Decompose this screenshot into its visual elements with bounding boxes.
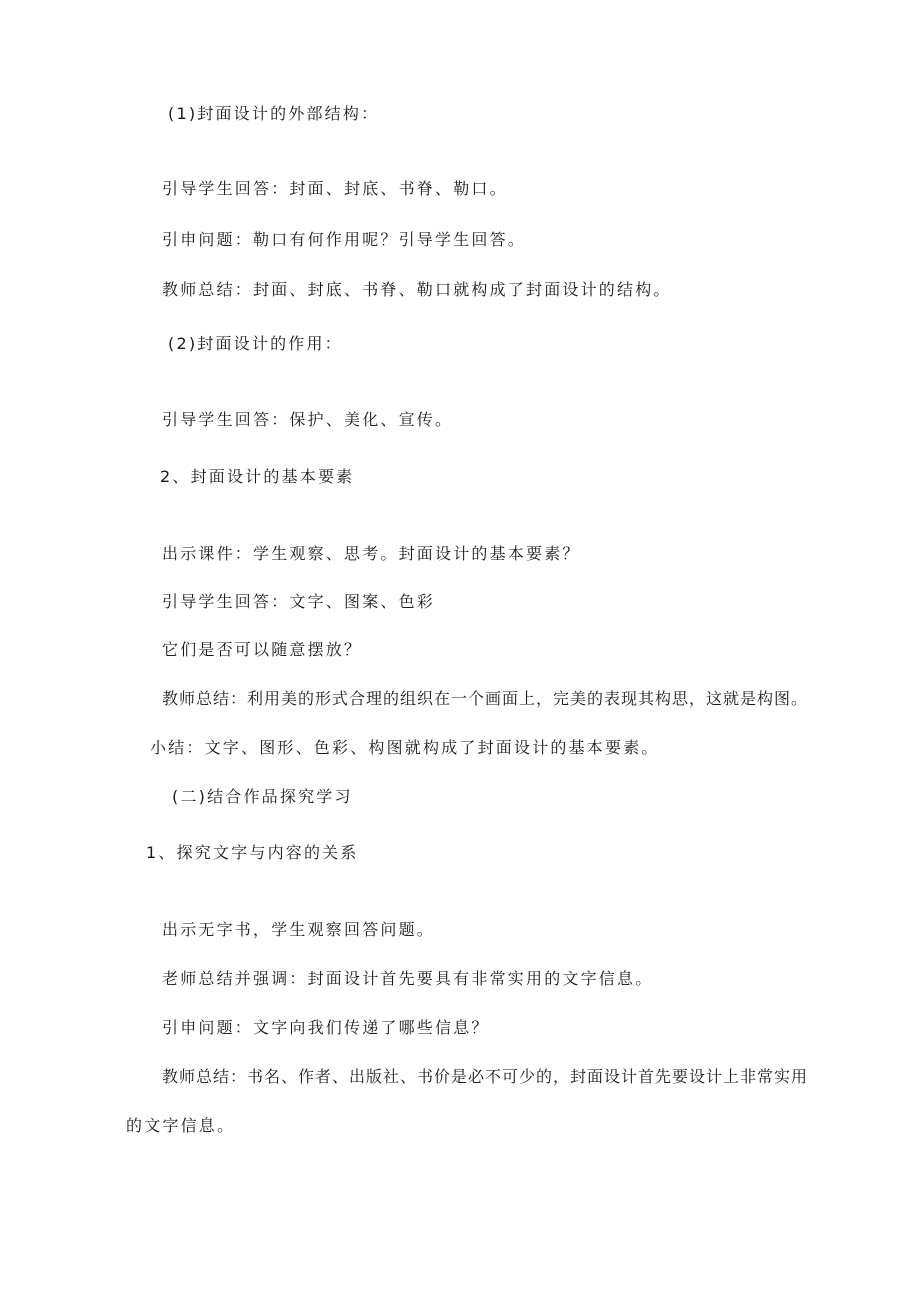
paragraph-teacher-summary-continued: 的文字信息。 — [126, 1116, 236, 1135]
paragraph-follow-up-question-flap: 引申问题：勒口有何作用呢？引导学生回答。 — [162, 230, 527, 249]
section-heading-cover-function: (2)封面设计的作用： — [168, 334, 343, 353]
paragraph-follow-up-question-info: 引申问题：文字向我们传递了哪些信息？ — [162, 1018, 490, 1037]
paragraph-teacher-emphasis-text-info: 老师总结并强调：封面设计首先要具有非常实用的文字信息。 — [162, 969, 654, 988]
section-heading-cover-structure: (1)封面设计的外部结构： — [168, 104, 380, 123]
paragraph-student-answer-function: 引导学生回答：保护、美化、宣传。 — [162, 410, 454, 429]
section-heading-basic-elements: 2、封面设计的基本要素 — [160, 467, 355, 486]
paragraph-student-answer-elements: 引导学生回答：文字、图案、色彩 — [162, 592, 436, 611]
section-heading-explore-works: (二)结合作品探究学习 — [172, 787, 353, 806]
paragraph-teacher-summary-composition: 教师总结：利用美的形式合理的组织在一个画面上，完美的表现其构思，这就是构图。 — [162, 689, 809, 708]
paragraph-student-answer-structure: 引导学生回答：封面、封底、书脊、勒口。 — [162, 179, 508, 198]
section-heading-text-content-relation: 1、探究文字与内容的关系 — [146, 843, 359, 862]
paragraph-summary-basic-elements: 小结：文字、图形、色彩、构图就构成了封面设计的基本要素。 — [150, 738, 660, 757]
paragraph-teacher-summary-structure: 教师总结：封面、封底、书脊、勒口就构成了封面设计的结构。 — [162, 280, 672, 299]
paragraph-question-placement: 它们是否可以随意摆放？ — [162, 640, 363, 659]
paragraph-show-courseware: 出示课件：学生观察、思考。封面设计的基本要素？ — [162, 544, 581, 563]
paragraph-show-textless-book: 出示无字书，学生观察回答问题。 — [162, 920, 436, 939]
paragraph-teacher-summary-essential-info: 教师总结：书名、作者、出版社、书价是必不可少的，封面设计首先要设计上非常实用 — [162, 1067, 809, 1086]
